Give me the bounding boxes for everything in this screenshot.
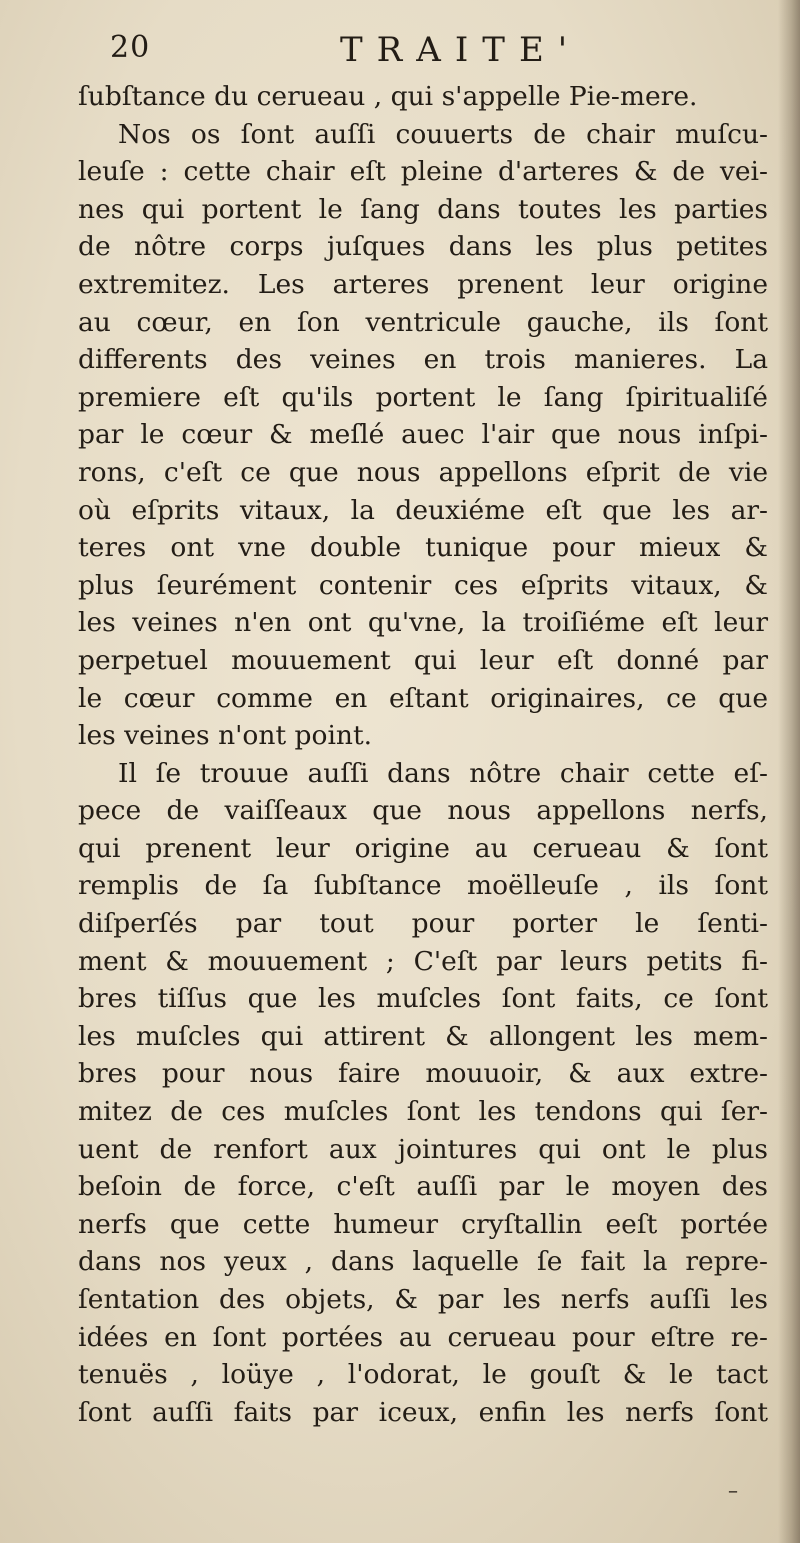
text-line: où eſprits vitaux, la deuxiéme eſt que les ar- [78, 494, 768, 526]
text-line: mitez de ces muſcles ſont les tendons qui ſer- [78, 1096, 768, 1128]
text-line: Nos os ſont auſſi couuerts de chair muſcu- [118, 118, 768, 150]
text-line: les veines n'ont point. [78, 720, 373, 752]
text-line: bres pour nous faire mouuoir, & aux extre- [78, 1058, 768, 1090]
text-line: par le cœur & meſlé auec l'air que nous inſpi- [78, 419, 768, 451]
body-text [78, 78, 768, 1431]
text-line: les veines n'en ont qu'vne, la troiſiéme eſt leur [78, 607, 768, 639]
text-line: Il ſe trouue auſſi dans nôtre chair cette eſ- [118, 757, 768, 789]
text-line: teres ont vne double tunique pour mieux & [78, 532, 768, 564]
text-line: premiere eſt qu'ils portent le ſang ſpiritualiſé [78, 381, 768, 413]
text-line: au cœur, en ſon ventricule gauche, ils ſont [78, 306, 768, 338]
text-line: le cœur comme en eſtant originaires, ce que [78, 682, 768, 714]
text-line: beſoin de force, c'eſt auſſi par le moyen des [78, 1171, 768, 1203]
text-line: nerfs que cette humeur cryſtallin eeſt portée [78, 1208, 768, 1240]
text-line: diſperſés par tout pour porter le ſenti- [78, 908, 768, 940]
text-line: idées en ſont portées au cerueau pour eſtre re- [78, 1321, 768, 1353]
text-line: ſont auſſi faits par iceux, enfin les nerfs ſont [78, 1396, 768, 1428]
text-line: qui prenent leur origine au cerueau & ſont [78, 832, 768, 864]
running-head [100, 30, 760, 78]
text-line: les muſcles qui attirent & allongent les mem- [78, 1020, 768, 1052]
text-line: nes qui portent le ſang dans toutes les parties [78, 193, 768, 225]
text-line: ment & mouuement ; C'eſt par leurs petits fi- [78, 945, 768, 977]
running-title: TRAITE' [340, 30, 582, 70]
text-line: plus ſeurément contenir ces eſprits vitaux, & [78, 569, 768, 601]
text-line: perpetuel mouuement qui leur eſt donné par [78, 644, 768, 676]
text-line: uent de renfort aux jointures qui ont le plus [78, 1133, 768, 1165]
text-line: de nôtre corps juſques dans les plus petites [78, 231, 768, 263]
text-line: pece de vaiſſeaux que nous appellons nerfs, [78, 795, 768, 827]
catchword: – [728, 1478, 738, 1502]
text-line: ſubſtance du cerueau , qui s'appelle Pie-mere. [78, 81, 698, 112]
text-line: ſentation des objets, & par les nerfs auſſi les [78, 1284, 768, 1315]
text-line: differents des veines en trois manieres. La [78, 344, 768, 376]
text-line: remplis de ſa ſubſtance moëlleuſe , ils ſont [78, 870, 768, 902]
page-edge-shadow [778, 0, 800, 1543]
text-line: leuſe : cette chair eſt pleine d'arteres & de vei- [78, 156, 768, 188]
page-number: 20 [110, 30, 151, 65]
text-line: dans nos yeux , dans laquelle ſe fait la repre- [78, 1246, 768, 1278]
text-line: bres tiſſus que les muſcles ſont faits, ce ſont [78, 983, 768, 1015]
text-line: tenuës , loüye , l'odorat, le gouſt & le tact [78, 1359, 768, 1391]
text-line: extremitez. Les arteres prenent leur origine [78, 268, 768, 300]
text-line: rons, c'eſt ce que nous appellons eſprit de vie [78, 456, 768, 488]
